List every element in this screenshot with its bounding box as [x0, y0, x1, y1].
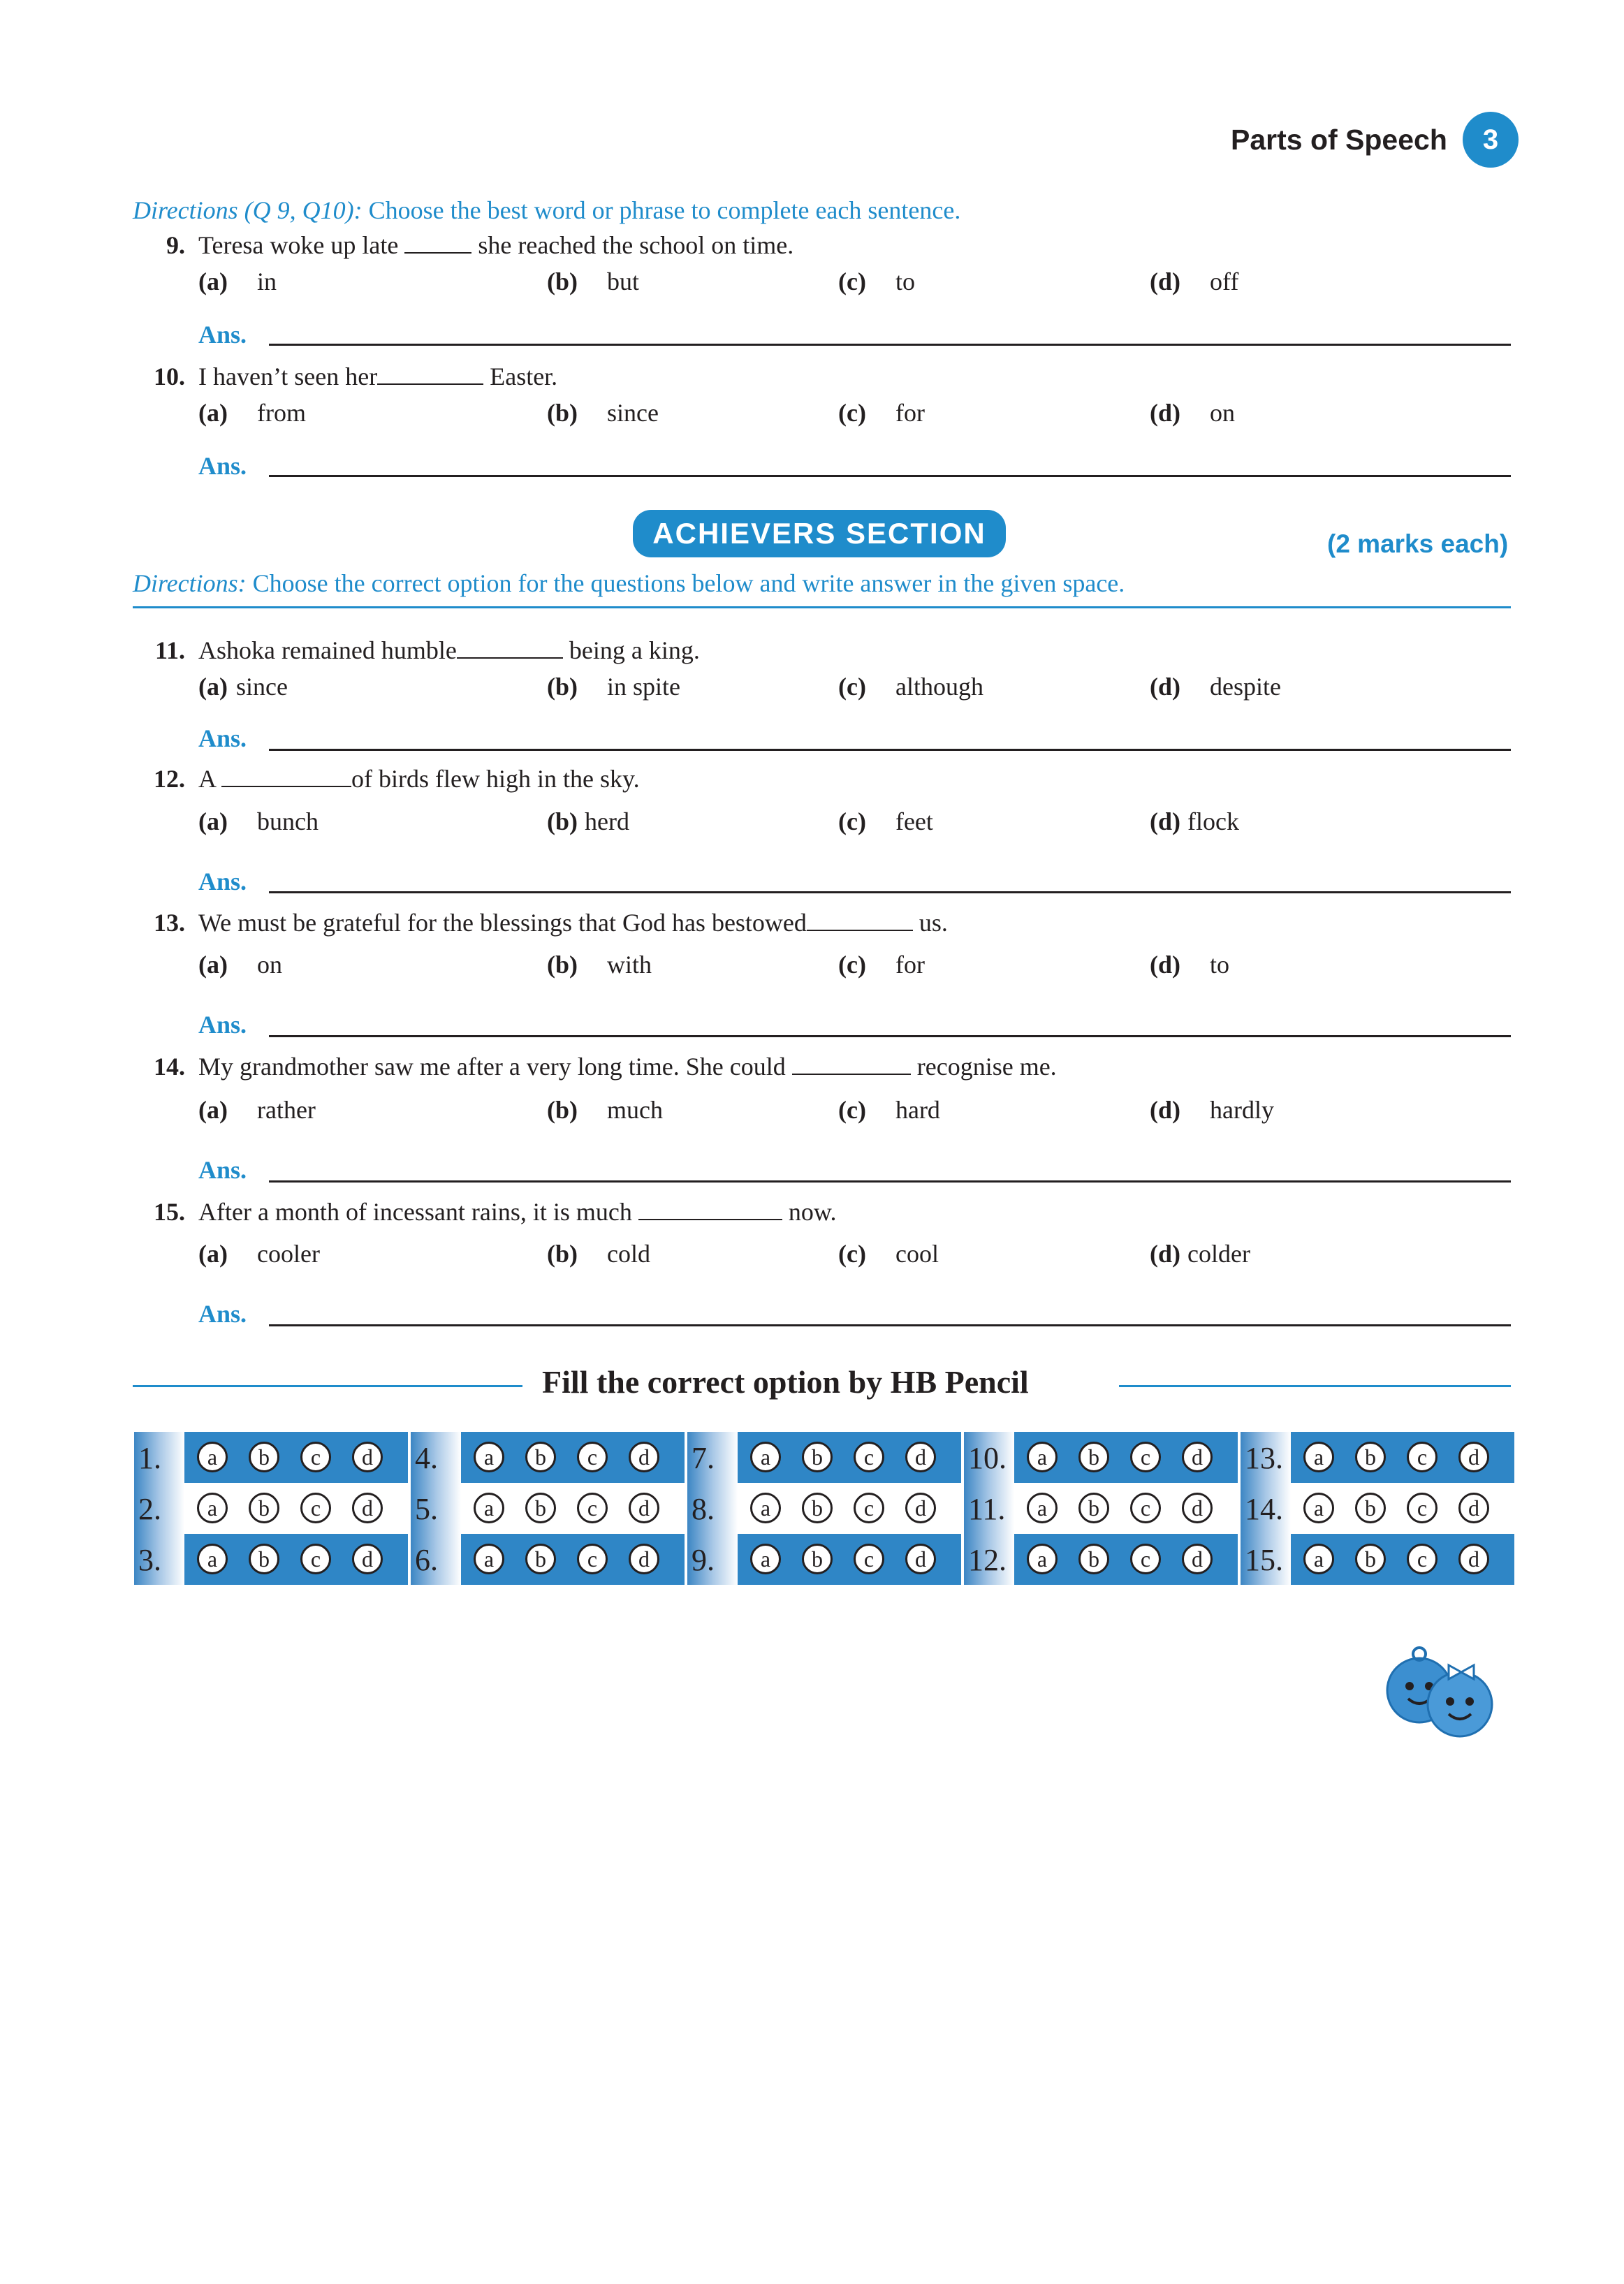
option-text: with	[607, 951, 652, 979]
option-key: (c)	[838, 673, 866, 701]
question-number: 12.	[154, 765, 185, 793]
option-key: (c)	[838, 1096, 866, 1124]
option-a	[198, 672, 288, 701]
option-text: since	[607, 399, 659, 427]
omr-bubble-d[interactable]: d	[905, 1442, 936, 1472]
option-text: for	[895, 951, 925, 979]
omr-bubble-d[interactable]: d	[1458, 1442, 1489, 1472]
omr-bubble-d[interactable]: d	[352, 1493, 383, 1523]
omr-bubble-a[interactable]: a	[474, 1544, 504, 1574]
omr-bubble-d[interactable]: d	[1182, 1442, 1213, 1472]
answer-blank	[792, 1073, 911, 1075]
omr-bubble-d[interactable]: d	[352, 1442, 383, 1472]
directions-achievers	[133, 569, 1125, 598]
option-text: feet	[895, 807, 933, 835]
omr-bubble-a[interactable]: a	[197, 1493, 228, 1523]
omr-bubble-b[interactable]: b	[1078, 1544, 1109, 1574]
directions-label: Directions (Q 9, Q10):	[133, 196, 363, 224]
option-key: (a)	[198, 951, 228, 979]
option-b	[547, 1095, 663, 1125]
option-text: for	[895, 399, 925, 427]
answer-line[interactable]	[269, 1180, 1511, 1183]
answer-line[interactable]	[269, 1324, 1511, 1326]
option-key: (c)	[838, 399, 866, 427]
option-key: (a)	[198, 673, 228, 701]
option-key: (b)	[547, 268, 578, 295]
question-text-post: she reached the school on time.	[478, 231, 794, 259]
option-key: (d)	[1150, 951, 1180, 979]
omr-title-rule-left	[133, 1385, 522, 1387]
omr-question-number: 4.	[415, 1441, 438, 1475]
option-text: bunch	[256, 807, 319, 835]
omr-bubble-c[interactable]: c	[1130, 1544, 1161, 1574]
omr-bubble-a[interactable]: a	[1027, 1493, 1058, 1523]
option-text: rather	[256, 1096, 316, 1124]
omr-bubble-b[interactable]: b	[525, 1442, 556, 1472]
answer-label: Ans.	[198, 1011, 247, 1039]
omr-question-number: 9.	[692, 1543, 715, 1577]
option-key: (b)	[547, 951, 578, 979]
answer-line[interactable]	[269, 475, 1511, 477]
option-d	[1150, 950, 1229, 979]
omr-bubble-a[interactable]: a	[474, 1493, 504, 1523]
omr-bubble-a[interactable]: a	[750, 1493, 781, 1523]
omr-bubble-b[interactable]: b	[1355, 1442, 1386, 1472]
option-a	[198, 807, 319, 836]
option-key: (a)	[198, 807, 228, 835]
omr-bubble-b[interactable]: b	[249, 1544, 279, 1574]
option-text: but	[607, 268, 640, 295]
omr-bubble-b[interactable]: b	[802, 1493, 833, 1523]
omr-bubble-a[interactable]: a	[1027, 1544, 1058, 1574]
chapter-title: Parts of Speech	[1231, 124, 1447, 156]
answer-label: Ans.	[198, 321, 247, 349]
omr-bubble-d[interactable]: d	[629, 1493, 659, 1523]
question-text-pre: Ashoka remained humble	[198, 636, 457, 664]
answer-blank	[638, 1218, 782, 1220]
omr-title-rule-right	[1119, 1385, 1511, 1387]
answer-label: Ans.	[198, 868, 247, 895]
omr-answer-grid	[134, 1432, 1505, 1586]
question-text-post: Easter.	[490, 363, 558, 390]
question-text	[198, 362, 557, 391]
omr-bubble-b[interactable]: b	[1078, 1493, 1109, 1523]
option-text: cooler	[256, 1240, 320, 1268]
omr-question-number: 6.	[415, 1543, 438, 1577]
option-key: (d)	[1150, 1240, 1180, 1268]
question-text-post: being a king.	[569, 636, 700, 664]
omr-bubble-a[interactable]: a	[197, 1442, 228, 1472]
option-text: since	[235, 673, 288, 701]
option-c	[838, 267, 915, 296]
question-text	[198, 636, 700, 665]
omr-question-number: 12.	[968, 1543, 1007, 1577]
answer-line[interactable]	[269, 344, 1511, 346]
question-text-pre: A	[198, 765, 216, 793]
omr-question-number: 13.	[1245, 1441, 1283, 1475]
omr-bubble-c[interactable]: c	[1407, 1442, 1438, 1472]
option-key: (a)	[198, 399, 228, 427]
answer-label: Ans.	[198, 1156, 247, 1184]
omr-bubble-c[interactable]: c	[1407, 1493, 1438, 1523]
section-divider	[133, 606, 1511, 608]
question-text-post: us.	[919, 909, 948, 937]
omr-bubble-d[interactable]: d	[1458, 1544, 1489, 1574]
option-text: although	[895, 673, 983, 701]
omr-bubble-b[interactable]: b	[1355, 1493, 1386, 1523]
omr-bubble-d[interactable]: d	[629, 1544, 659, 1574]
option-key: (a)	[198, 268, 228, 295]
option-text: much	[607, 1096, 663, 1124]
omr-bubble-d[interactable]: d	[905, 1493, 936, 1523]
omr-bubble-b[interactable]: b	[802, 1442, 833, 1472]
directions-text: Choose the correct option for the questions below and write answer in the given space.	[246, 569, 1125, 597]
option-b	[547, 807, 629, 836]
answer-blank	[807, 929, 913, 931]
omr-bubble-a[interactable]: a	[750, 1544, 781, 1574]
omr-bubble-d[interactable]: d	[1458, 1493, 1489, 1523]
omr-question-number: 14.	[1245, 1492, 1283, 1526]
option-key: (d)	[1150, 1096, 1180, 1124]
option-c	[838, 1239, 939, 1268]
question-number: 15.	[154, 1198, 185, 1226]
omr-title: Fill the correct option by HB Pencil	[542, 1364, 1029, 1400]
omr-question-number: 8.	[692, 1492, 715, 1526]
directions-text: Choose the best word or phrase to complete each sentence.	[362, 196, 961, 224]
omr-bubble-d[interactable]: d	[629, 1442, 659, 1472]
option-key: (b)	[547, 673, 578, 701]
omr-bubble-b[interactable]: b	[802, 1544, 833, 1574]
question-text-post: now.	[788, 1198, 837, 1226]
omr-question-number: 10.	[968, 1441, 1007, 1475]
question-text-post: recognise me.	[916, 1053, 1057, 1081]
omr-bubble-d[interactable]: d	[1182, 1544, 1213, 1574]
option-key: (d)	[1150, 673, 1180, 701]
option-text: cool	[895, 1240, 939, 1268]
option-b	[547, 398, 659, 427]
omr-bubble-c[interactable]: c	[577, 1544, 608, 1574]
omr-bubble-c[interactable]: c	[300, 1493, 331, 1523]
option-text: colder	[1187, 1240, 1250, 1268]
omr-bubble-d[interactable]: d	[352, 1544, 383, 1574]
omr-bubble-c[interactable]: c	[1130, 1493, 1161, 1523]
answer-blank	[221, 785, 351, 787]
achievers-section-heading: ACHIEVERS SECTION	[633, 510, 1006, 557]
answer-label: Ans.	[198, 452, 247, 480]
omr-question-number: 7.	[692, 1441, 715, 1475]
option-d	[1150, 1239, 1250, 1268]
option-d	[1150, 807, 1239, 836]
option-text: on	[256, 951, 282, 979]
option-b	[547, 950, 652, 979]
question-number: 14.	[154, 1053, 185, 1081]
question-text	[198, 1052, 1057, 1081]
omr-bubble-c[interactable]: c	[1130, 1442, 1161, 1472]
option-c	[838, 1095, 940, 1125]
option-key: (d)	[1150, 268, 1180, 295]
question-text	[198, 908, 948, 937]
option-key: (a)	[198, 1240, 228, 1268]
omr-bubble-d[interactable]: d	[905, 1544, 936, 1574]
option-text: on	[1210, 399, 1235, 427]
omr-question-number: 15.	[1245, 1543, 1283, 1577]
option-d	[1150, 672, 1281, 701]
option-b	[547, 1239, 650, 1268]
option-text: flock	[1187, 807, 1239, 835]
omr-bubble-a[interactable]: a	[1303, 1493, 1334, 1523]
option-text: to	[895, 268, 915, 295]
omr-bubble-c[interactable]: c	[854, 1493, 884, 1523]
omr-bubble-d[interactable]: d	[1182, 1493, 1213, 1523]
option-key: (c)	[838, 1240, 866, 1268]
answer-label: Ans.	[198, 1300, 247, 1328]
omr-bubble-c[interactable]: c	[577, 1442, 608, 1472]
option-a	[198, 1239, 320, 1268]
option-key: (d)	[1150, 807, 1180, 835]
question-number: 11.	[154, 636, 185, 664]
answer-blank	[457, 657, 563, 659]
omr-bubble-a[interactable]: a	[197, 1544, 228, 1574]
omr-bubble-a[interactable]: a	[1027, 1442, 1058, 1472]
omr-bubble-b[interactable]: b	[525, 1493, 556, 1523]
omr-bubble-c[interactable]: c	[1407, 1544, 1438, 1574]
option-key: (b)	[547, 1096, 578, 1124]
option-key: (c)	[838, 268, 866, 295]
option-text: hard	[895, 1096, 940, 1124]
omr-bubble-b[interactable]: b	[249, 1442, 279, 1472]
question-number: 9.	[166, 231, 185, 259]
answer-blank	[404, 251, 471, 254]
option-d	[1150, 267, 1238, 296]
omr-bubble-b[interactable]: b	[525, 1544, 556, 1574]
omr-question-number: 3.	[138, 1543, 161, 1577]
option-text: herd	[585, 807, 629, 835]
omr-question-number: 2.	[138, 1492, 161, 1526]
answer-blank	[377, 383, 483, 385]
omr-bubble-c[interactable]: c	[300, 1442, 331, 1472]
option-b	[547, 672, 680, 701]
option-a	[198, 1095, 316, 1125]
option-d	[1150, 1095, 1274, 1125]
question-text-pre: We must be grateful for the blessings that God has bestowed	[198, 909, 807, 937]
option-c	[838, 672, 983, 701]
omr-bubble-c[interactable]: c	[854, 1544, 884, 1574]
omr-bubble-b[interactable]: b	[249, 1493, 279, 1523]
omr-bubble-a[interactable]: a	[750, 1442, 781, 1472]
omr-question-number: 1.	[138, 1441, 161, 1475]
option-c	[838, 950, 925, 979]
question-number: 13.	[154, 909, 185, 937]
marks-each-label: (2 marks each)	[1327, 529, 1509, 558]
omr-bubble-b[interactable]: b	[1078, 1442, 1109, 1472]
answer-line[interactable]	[269, 1035, 1511, 1037]
omr-bubble-c[interactable]: c	[854, 1442, 884, 1472]
directions-q9-q10	[133, 196, 960, 225]
option-a	[198, 398, 306, 427]
question-text	[198, 764, 640, 793]
option-key: (b)	[547, 1240, 578, 1268]
page-number-badge: 3	[1463, 112, 1519, 168]
omr-bubble-a[interactable]: a	[1303, 1442, 1334, 1472]
option-b	[547, 267, 639, 296]
question-text-pre: I haven’t seen her	[198, 363, 378, 390]
option-key: (c)	[838, 807, 866, 835]
answer-line[interactable]	[269, 891, 1511, 893]
option-d	[1150, 398, 1235, 427]
option-key: (b)	[547, 399, 578, 427]
question-number: 10.	[154, 363, 185, 390]
option-key: (c)	[838, 951, 866, 979]
option-text: cold	[607, 1240, 650, 1268]
question-text-pre: My grandmother saw me after a very long time. She could	[198, 1053, 786, 1081]
option-text: despite	[1210, 673, 1281, 701]
omr-bubble-c[interactable]: c	[300, 1544, 331, 1574]
option-key: (b)	[547, 807, 578, 835]
answer-line[interactable]	[269, 749, 1511, 751]
answer-label: Ans.	[198, 724, 247, 752]
option-key: (a)	[198, 1096, 228, 1124]
option-a	[198, 950, 282, 979]
option-a	[198, 267, 277, 296]
option-c	[838, 807, 933, 836]
omr-question-number: 5.	[415, 1492, 438, 1526]
omr-question-number: 11.	[968, 1492, 1006, 1526]
question-text	[198, 230, 793, 260]
question-text-pre: Teresa woke up late	[198, 231, 399, 259]
question-text-post: of birds flew high in the sky.	[351, 765, 640, 793]
omr-bubble-b[interactable]: b	[1355, 1544, 1386, 1574]
omr-bubble-a[interactable]: a	[1303, 1544, 1334, 1574]
option-text: off	[1210, 268, 1239, 295]
twin-babies-icon	[1370, 1634, 1510, 1746]
option-text: hardly	[1210, 1096, 1274, 1124]
option-text: in spite	[607, 673, 680, 701]
option-key: (d)	[1150, 399, 1180, 427]
omr-bubble-a[interactable]: a	[474, 1442, 504, 1472]
option-text: to	[1210, 951, 1230, 979]
directions-label: Directions:	[133, 569, 247, 597]
omr-bubble-c[interactable]: c	[577, 1493, 608, 1523]
option-text: from	[256, 399, 306, 427]
option-c	[838, 398, 925, 427]
question-text-pre: After a month of incessant rains, it is much	[198, 1198, 632, 1226]
option-text: in	[256, 268, 277, 295]
question-text	[198, 1197, 837, 1227]
